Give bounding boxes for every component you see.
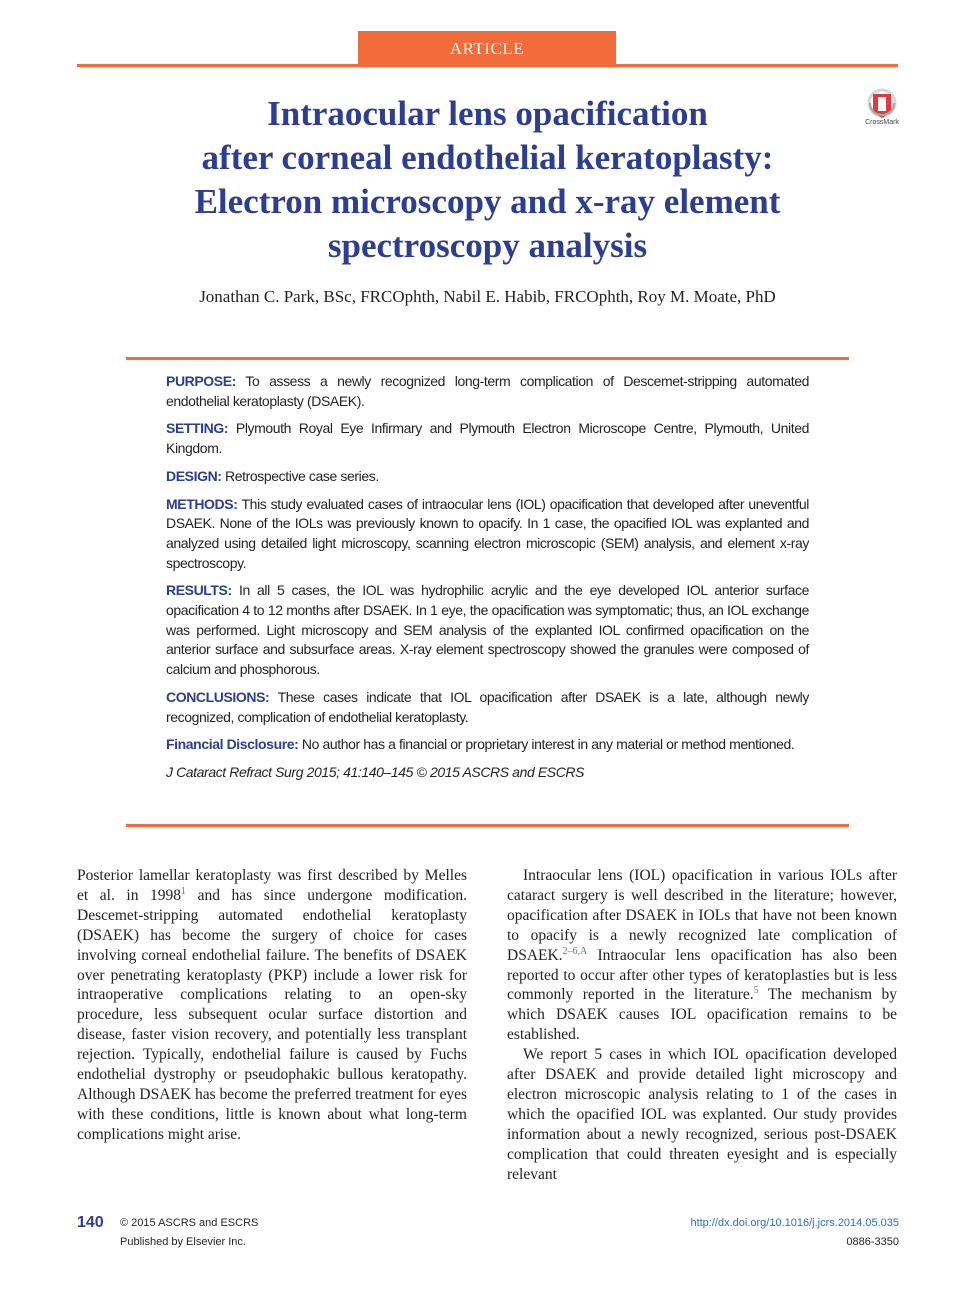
reference-link[interactable]: 2–6,A bbox=[562, 945, 588, 957]
header-rule bbox=[77, 64, 898, 67]
title-line: after corneal endothelial keratoplasty: bbox=[201, 138, 774, 177]
disclosure-text: No author has a financial or proprietary interest in any material or method mentioned. bbox=[301, 736, 795, 753]
body-text: The mechanism by which DSAEK causes IOL opacification remains to be established. bbox=[507, 986, 897, 1044]
setting-label: SETTING: bbox=[166, 420, 229, 437]
purpose-label: PURPOSE: bbox=[166, 373, 236, 389]
setting-text: Plymouth Royal Eye Infirmary and Plymouth Electron Microscope Centre, Plymouth, United Kingdom. bbox=[166, 420, 809, 457]
disclosure-label: Financial Disclosure: bbox=[166, 736, 299, 753]
section-tab: ARTICLE bbox=[358, 31, 616, 65]
body-column-right bbox=[507, 866, 897, 1185]
footer-publisher: Published by Elsevier Inc. bbox=[120, 1236, 246, 1248]
design-text: Retrospective case series. bbox=[225, 467, 379, 484]
abstract-conclusions bbox=[166, 688, 809, 727]
article-title bbox=[90, 92, 885, 268]
abstract-design bbox=[166, 467, 809, 487]
abstract-top-rule bbox=[126, 357, 849, 360]
abstract-methods bbox=[166, 495, 809, 574]
body-paragraph bbox=[507, 866, 897, 1045]
reference-link[interactable]: 5 bbox=[753, 985, 759, 997]
crossmark-label: CrossMark bbox=[865, 119, 899, 126]
results-label: RESULTS: bbox=[166, 582, 232, 599]
footer-issn: 0886-3350 bbox=[846, 1236, 899, 1248]
purpose-text: To assess a newly recognized long-term complication of Descemet-stripping automated endothelial keratoplasty (DSAEK). bbox=[166, 373, 809, 409]
journal-citation: J Cataract Refract Surg 2015; 41:140–145 © 2015 ASCRS and ESCRS bbox=[166, 763, 585, 780]
body-column-left bbox=[77, 866, 467, 1145]
body-text: Intraocular lens (IOL) opacification in various IOLs after cataract surgery is well described in the literature; however, opacification after DSAEK in IOLs that have not been known to opacify is a newly recognized late complication of DSAEK. bbox=[507, 867, 897, 964]
abstract-setting bbox=[166, 419, 809, 458]
body-paragraph bbox=[77, 866, 467, 1145]
title-line: spectroscopy analysis bbox=[327, 226, 648, 265]
authors: Jonathan C. Park, BSc, FRCOphth, Nabil E. Habib, FRCOphth, Roy M. Moate, PhD bbox=[199, 287, 776, 306]
conclusions-label: CONCLUSIONS: bbox=[166, 688, 270, 705]
body-paragraph: We report 5 cases in which IOL opacification developed after DSAEK and provide detailed light microscopy and electron microscopic analysis relating to 1 of the cases in which the opacified IOL was explanted. Our study provides information about a newly recognized, serious post-DSAEK complication that could threaten eyesight and is especially relevant bbox=[507, 1046, 897, 1183]
design-label: DESIGN: bbox=[166, 467, 222, 484]
methods-label: METHODS: bbox=[166, 495, 238, 512]
title-line: Intraocular lens opacification bbox=[267, 94, 708, 133]
doi-link[interactable]: http://dx.doi.org/10.1016/j.jcrs.2014.05.035 bbox=[690, 1217, 899, 1229]
results-text: In all 5 cases, the IOL was hydrophilic acrylic and the eye developed IOL anterior surface opacification 4 to 12 months after DSAEK. In 1 eye, the opacification was symptomatic; thus, an IOL exchange was performed. Light microscopy and SEM analysis of the explanted IOL confirmed opacification on the anterior surface and subsurface areas. X-ray element spectroscopy showed the granules were composed of calcium and phosphorous. bbox=[166, 582, 809, 678]
abstract-bottom-rule bbox=[126, 824, 849, 827]
abstract-results bbox=[166, 581, 809, 680]
body-text: Intraocular lens opacification has also been reported to occur after other types of keratoplasties but is less commonly reported in the literature. bbox=[507, 946, 897, 1004]
page-number: 140 bbox=[77, 1214, 104, 1231]
body-text: and has since undergone modification. Descemet-stripping automated endothelial keratoplasty (DSAEK) has become the surgery of choice for cases involving corneal endothelial failure. The benefits of DSAEK over penetrating keratoplasty (PKP) include a lower risk for intraoperative complications relating to an open-sky procedure, less subsequent ocular surface distortion and disease, faster vision recovery, and potentially less transplant rejection. Typically, endothelial failure is caused by Fuchs endothelial dystrophy or pseudophakic bullous keratopathy. Although DSAEK has become the preferred treatment for eyes with these conditions, little is known about what long-term complications might arise. bbox=[77, 886, 468, 1143]
reference-link[interactable]: 1 bbox=[181, 885, 187, 897]
abstract-purpose bbox=[166, 372, 809, 411]
title-line: Electron microscopy and x-ray element bbox=[194, 182, 781, 221]
body-text: Posterior lamellar keratoplasty was first described by Melles et al. in 1998 bbox=[77, 867, 467, 904]
conclusions-text: These cases indicate that IOL opacification after DSAEK is a late, although newly recognized, complication of endothelial keratoplasty. bbox=[166, 688, 809, 725]
footer-copyright: © 2015 ASCRS and ESCRS bbox=[120, 1217, 259, 1229]
abstract bbox=[166, 372, 809, 791]
abstract-disclosure bbox=[166, 735, 809, 755]
methods-text: This study evaluated cases of intraocular lens (IOL) opacification that developed after uneventful DSAEK. None of the IOLs was previously known to opacify. In 1 case, the opacified IOL was explanted and analyzed using detailed light microscopy, scanning electron microscopic (SEM) analysis, and element x-ray spectroscopy. bbox=[166, 495, 809, 571]
